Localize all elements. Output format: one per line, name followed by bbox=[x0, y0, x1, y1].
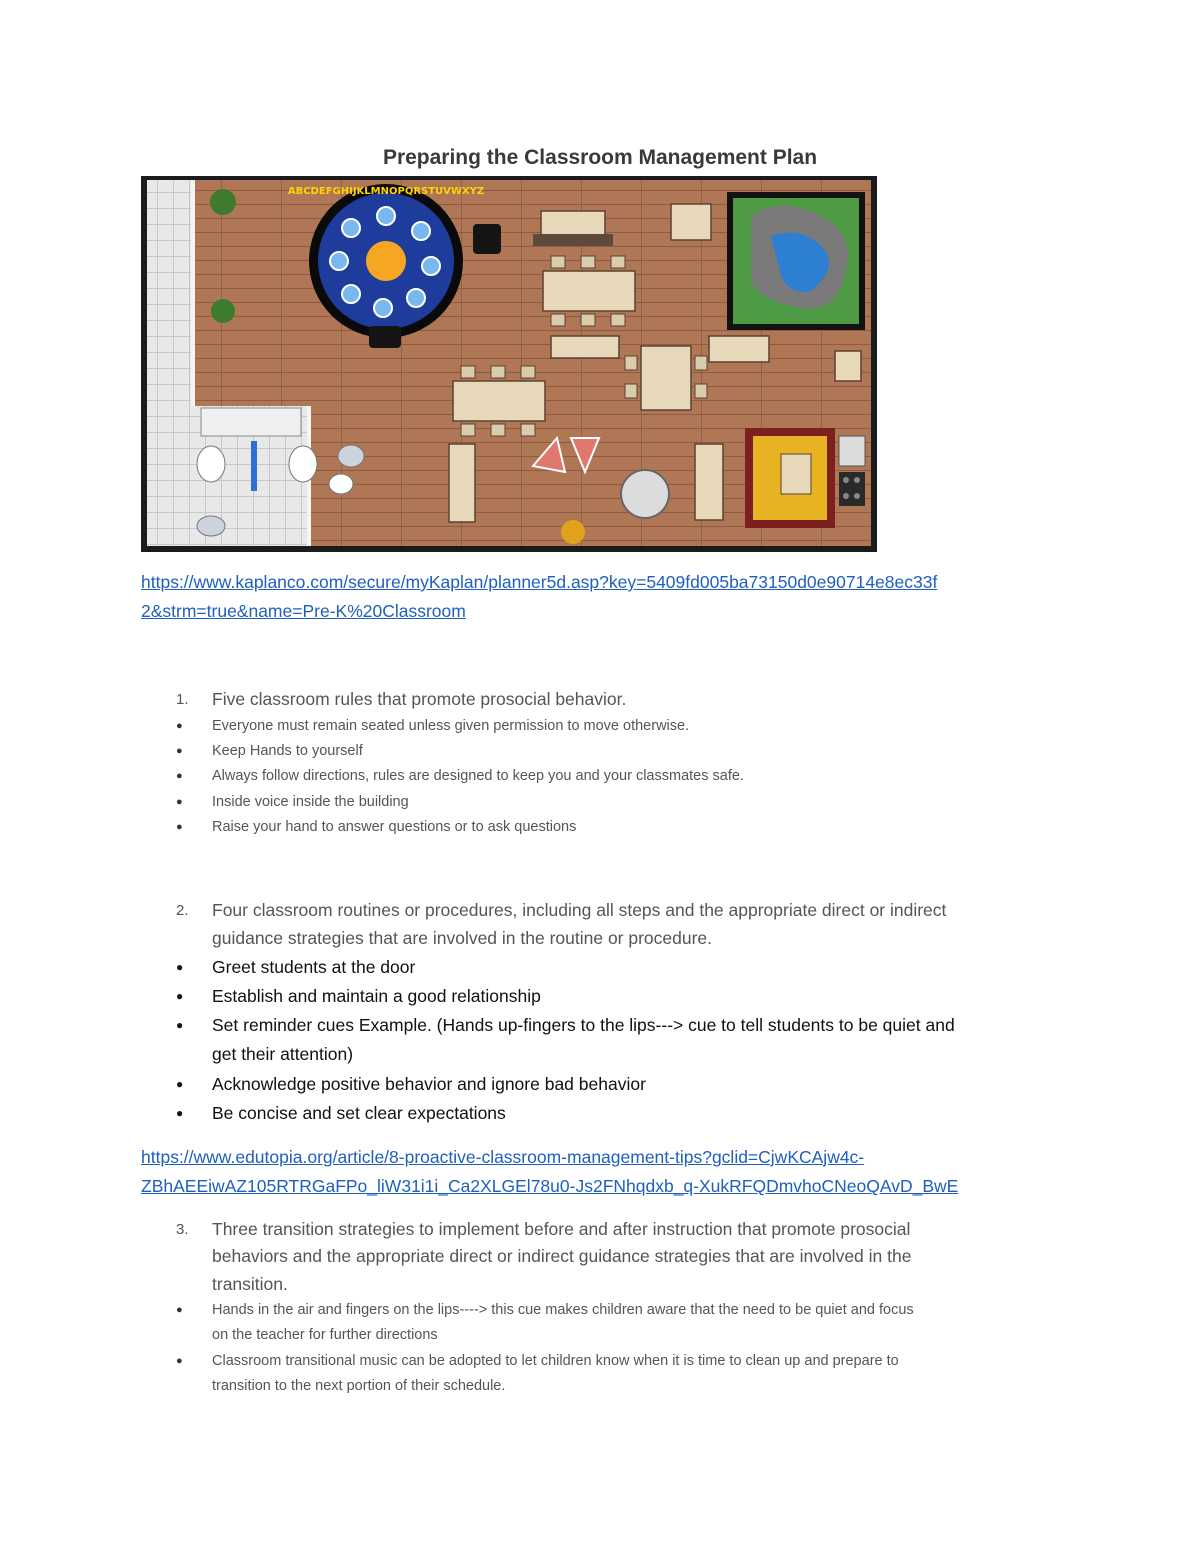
bullet-icon: ● bbox=[176, 821, 183, 833]
classroom-floorplan-image bbox=[141, 176, 877, 552]
section3-heading-line2: behaviors and the appropriate direct or indirect guidance strategies that are involved in the bbox=[212, 1246, 912, 1266]
section1-number: 1. bbox=[176, 691, 189, 708]
bullet-icon: ● bbox=[176, 1077, 184, 1091]
edutopia-link-line2[interactable]: ZBhAEEiwAZ105RTRGaFPo_liW31i1i_Ca2XLGEl78u0-Js2FNhqdxb_q-XukRFQDmvhoCNeoQAvD_BwE bbox=[141, 1176, 959, 1196]
kaplanco-link-line1[interactable]: https://www.kaplanco.com/secure/myKaplan/planner5d.asp?key=5409fd005ba73150d0e90714e8ec33f bbox=[141, 572, 938, 592]
kaplanco-link-line2[interactable]: 2&strm=true&name=Pre-K%20Classroom bbox=[141, 601, 466, 621]
bullet-icon: ● bbox=[176, 770, 183, 782]
bullet-icon: ● bbox=[176, 1106, 184, 1120]
section2-number: 2. bbox=[176, 902, 189, 919]
document-page: Preparing the Classroom Management Plan ABCDEFGHIJKLMNOPQRSTUVWXYZ https://www.kaplanco.com/secure/myKaplan/planner5d.asp?key=5409fd005ba73150d0e90714e8ec33f 2&strm=true&name=Pre-K%20Classroom 1. Five classroom rules that promote prosocial behavior. ● Everyone must remain seated unless given permission to move otherwise. ● Keep Hands to yourself ● Always follow directions, rules are designed to keep you and your classmates safe. ● Inside voice inside the building ● Raise your hand to answer questions or to ask questions 2. Four classroom routines or procedures, including all steps and the appropriate direct or indirect guidance strategies that are involved in the routine or procedure. ● Greet students at the door ● Establish and maintain a good relationship ● Set reminder cues Example. (Hands up-fingers to the lips---> cue to tell students to be quiet and get their attention) ● Acknowledge positive behavior and ignore bad behavior ● Be concise and set clear expectations https://www.edutopia.org/article/8-proactive-classroom-management-tips?gclid=CjwKCAjw4c- ZBhAEEiwAZ105RTRGaFPo_liW31i1i_Ca2XLGEl78u0-Js2FNhqdxb_q-XukRFQDmvhoCNeoQAvD_BwE 3. Three transition strategies to implement before and after instruction that promote prosocial behaviors and the appropriate direct or indirect guidance strategies that are involved in the transition. ● Hands in the air and fingers on the lips----> this cue makes children aware that the need to be quiet and focus on the teacher for further directions ● Classroom transitional music can be adopted to let children know when it is time to clean up and prepare to transition to the next portion of their schedule. bbox=[0, 0, 1200, 1553]
bullet-icon: ● bbox=[176, 745, 183, 757]
bullet-icon: ● bbox=[176, 960, 184, 974]
bullet-icon: ● bbox=[176, 796, 183, 808]
bullet-icon: ● bbox=[176, 1018, 184, 1032]
bullet-icon: ● bbox=[176, 989, 184, 1003]
section2-heading-line2: guidance strategies that are involved in the routine or procedure. bbox=[212, 928, 713, 948]
section3-heading-line3: transition. bbox=[212, 1274, 288, 1294]
rug-alphabet: ABCDEFGHIJKLMNOPQRSTUVWXYZ bbox=[287, 186, 485, 197]
bullet-icon: ● bbox=[176, 1304, 183, 1316]
edutopia-link[interactable] bbox=[141, 1143, 1071, 1201]
bullet-icon: ● bbox=[176, 720, 183, 732]
section3-number: 3. bbox=[176, 1221, 189, 1238]
kaplanco-link[interactable] bbox=[141, 568, 1071, 626]
page-title: Preparing the Classroom Management Plan bbox=[382, 146, 818, 169]
section2-heading-line1: Four classroom routines or procedures, including all steps and the appropriate direct or indirect bbox=[212, 900, 947, 920]
edutopia-link-line1[interactable]: https://www.edutopia.org/article/8-proactive-classroom-management-tips?gclid=CjwKCAjw4c- bbox=[141, 1147, 865, 1167]
section3-heading-line1: Three transition strategies to implement before and after instruction that promote prosocial bbox=[212, 1219, 911, 1239]
section1-heading-text: Five classroom rules that promote prosocial behavior. bbox=[212, 689, 627, 709]
bullet-icon: ● bbox=[176, 1355, 183, 1367]
